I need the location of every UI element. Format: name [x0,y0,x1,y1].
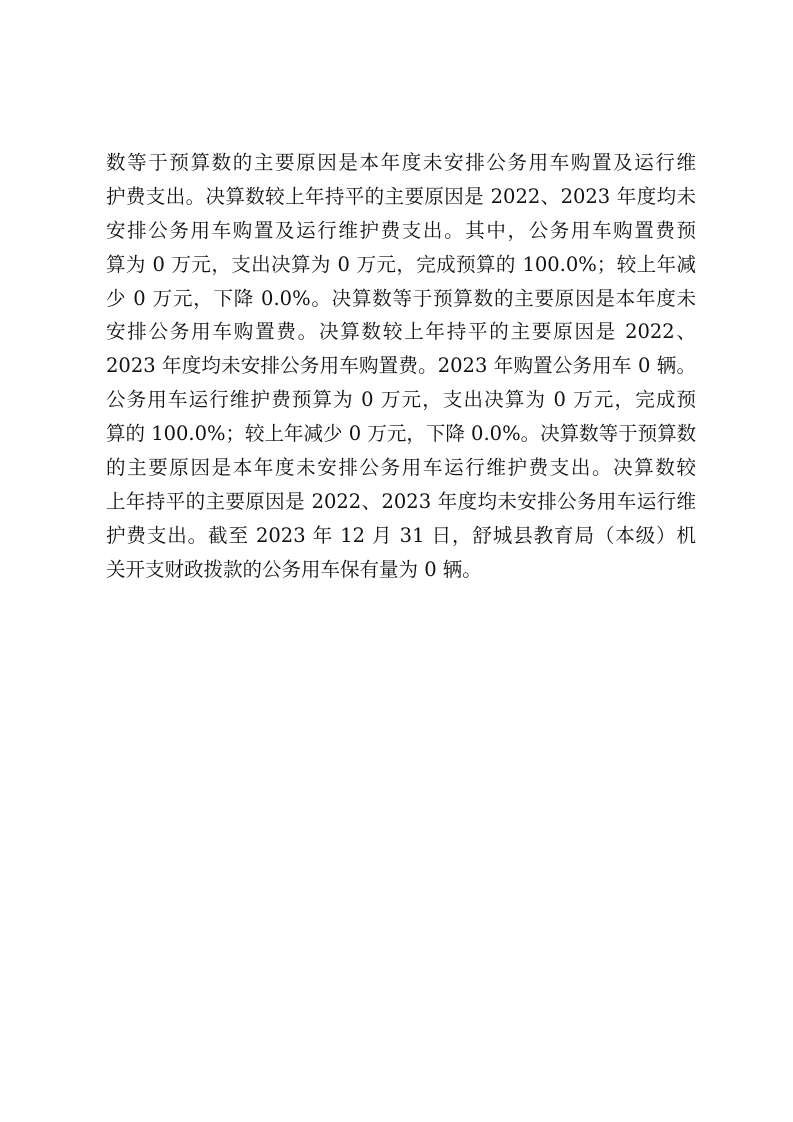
text-line: 2023 年度均未安排公务用车购置费。2023 年购置公务用车 0 辆。 [106,354,696,378]
text-line: 安排公务用车购置及运行维护费支出。其中，公务用车购置费预 [106,218,696,242]
text-line: 少 0 万元，下降 0.0%。决算数等于预算数的主要原因是本年度未 [106,286,696,310]
text-line: 公务用车运行维护费预算为 0 万元，支出决算为 0 万元，完成预 [106,388,696,412]
text-line: 的主要原因是本年度未安排公务用车运行维护费支出。决算数较 [106,456,696,480]
text-line-last: 关开支财政拨款的公务用车保有量为 0 辆。 [106,557,482,581]
text-line: 算的 100.0%；较上年减少 0 万元，下降 0.0%。决算数等于预算数 [106,422,697,446]
body-paragraph [106,146,696,587]
text-line: 护费支出。决算数较上年持平的主要原因是 2022、2023 年度均未 [106,184,696,208]
text-line: 算为 0 万元，支出决算为 0 万元，完成预算的 100.0%；较上年减 [106,252,696,276]
text-line: 护费支出。截至 2023 年 12 月 31 日，舒城县教育局（本级）机 [106,523,696,547]
text-line: 上年持平的主要原因是 2022、2023 年度均未安排公务用车运行维 [106,489,696,513]
text-line: 数等于预算数的主要原因是本年度未安排公务用车购置及运行维 [106,151,696,174]
text-line: 安排公务用车购置费。决算数较上年持平的主要原因是 2022、 [106,320,696,344]
